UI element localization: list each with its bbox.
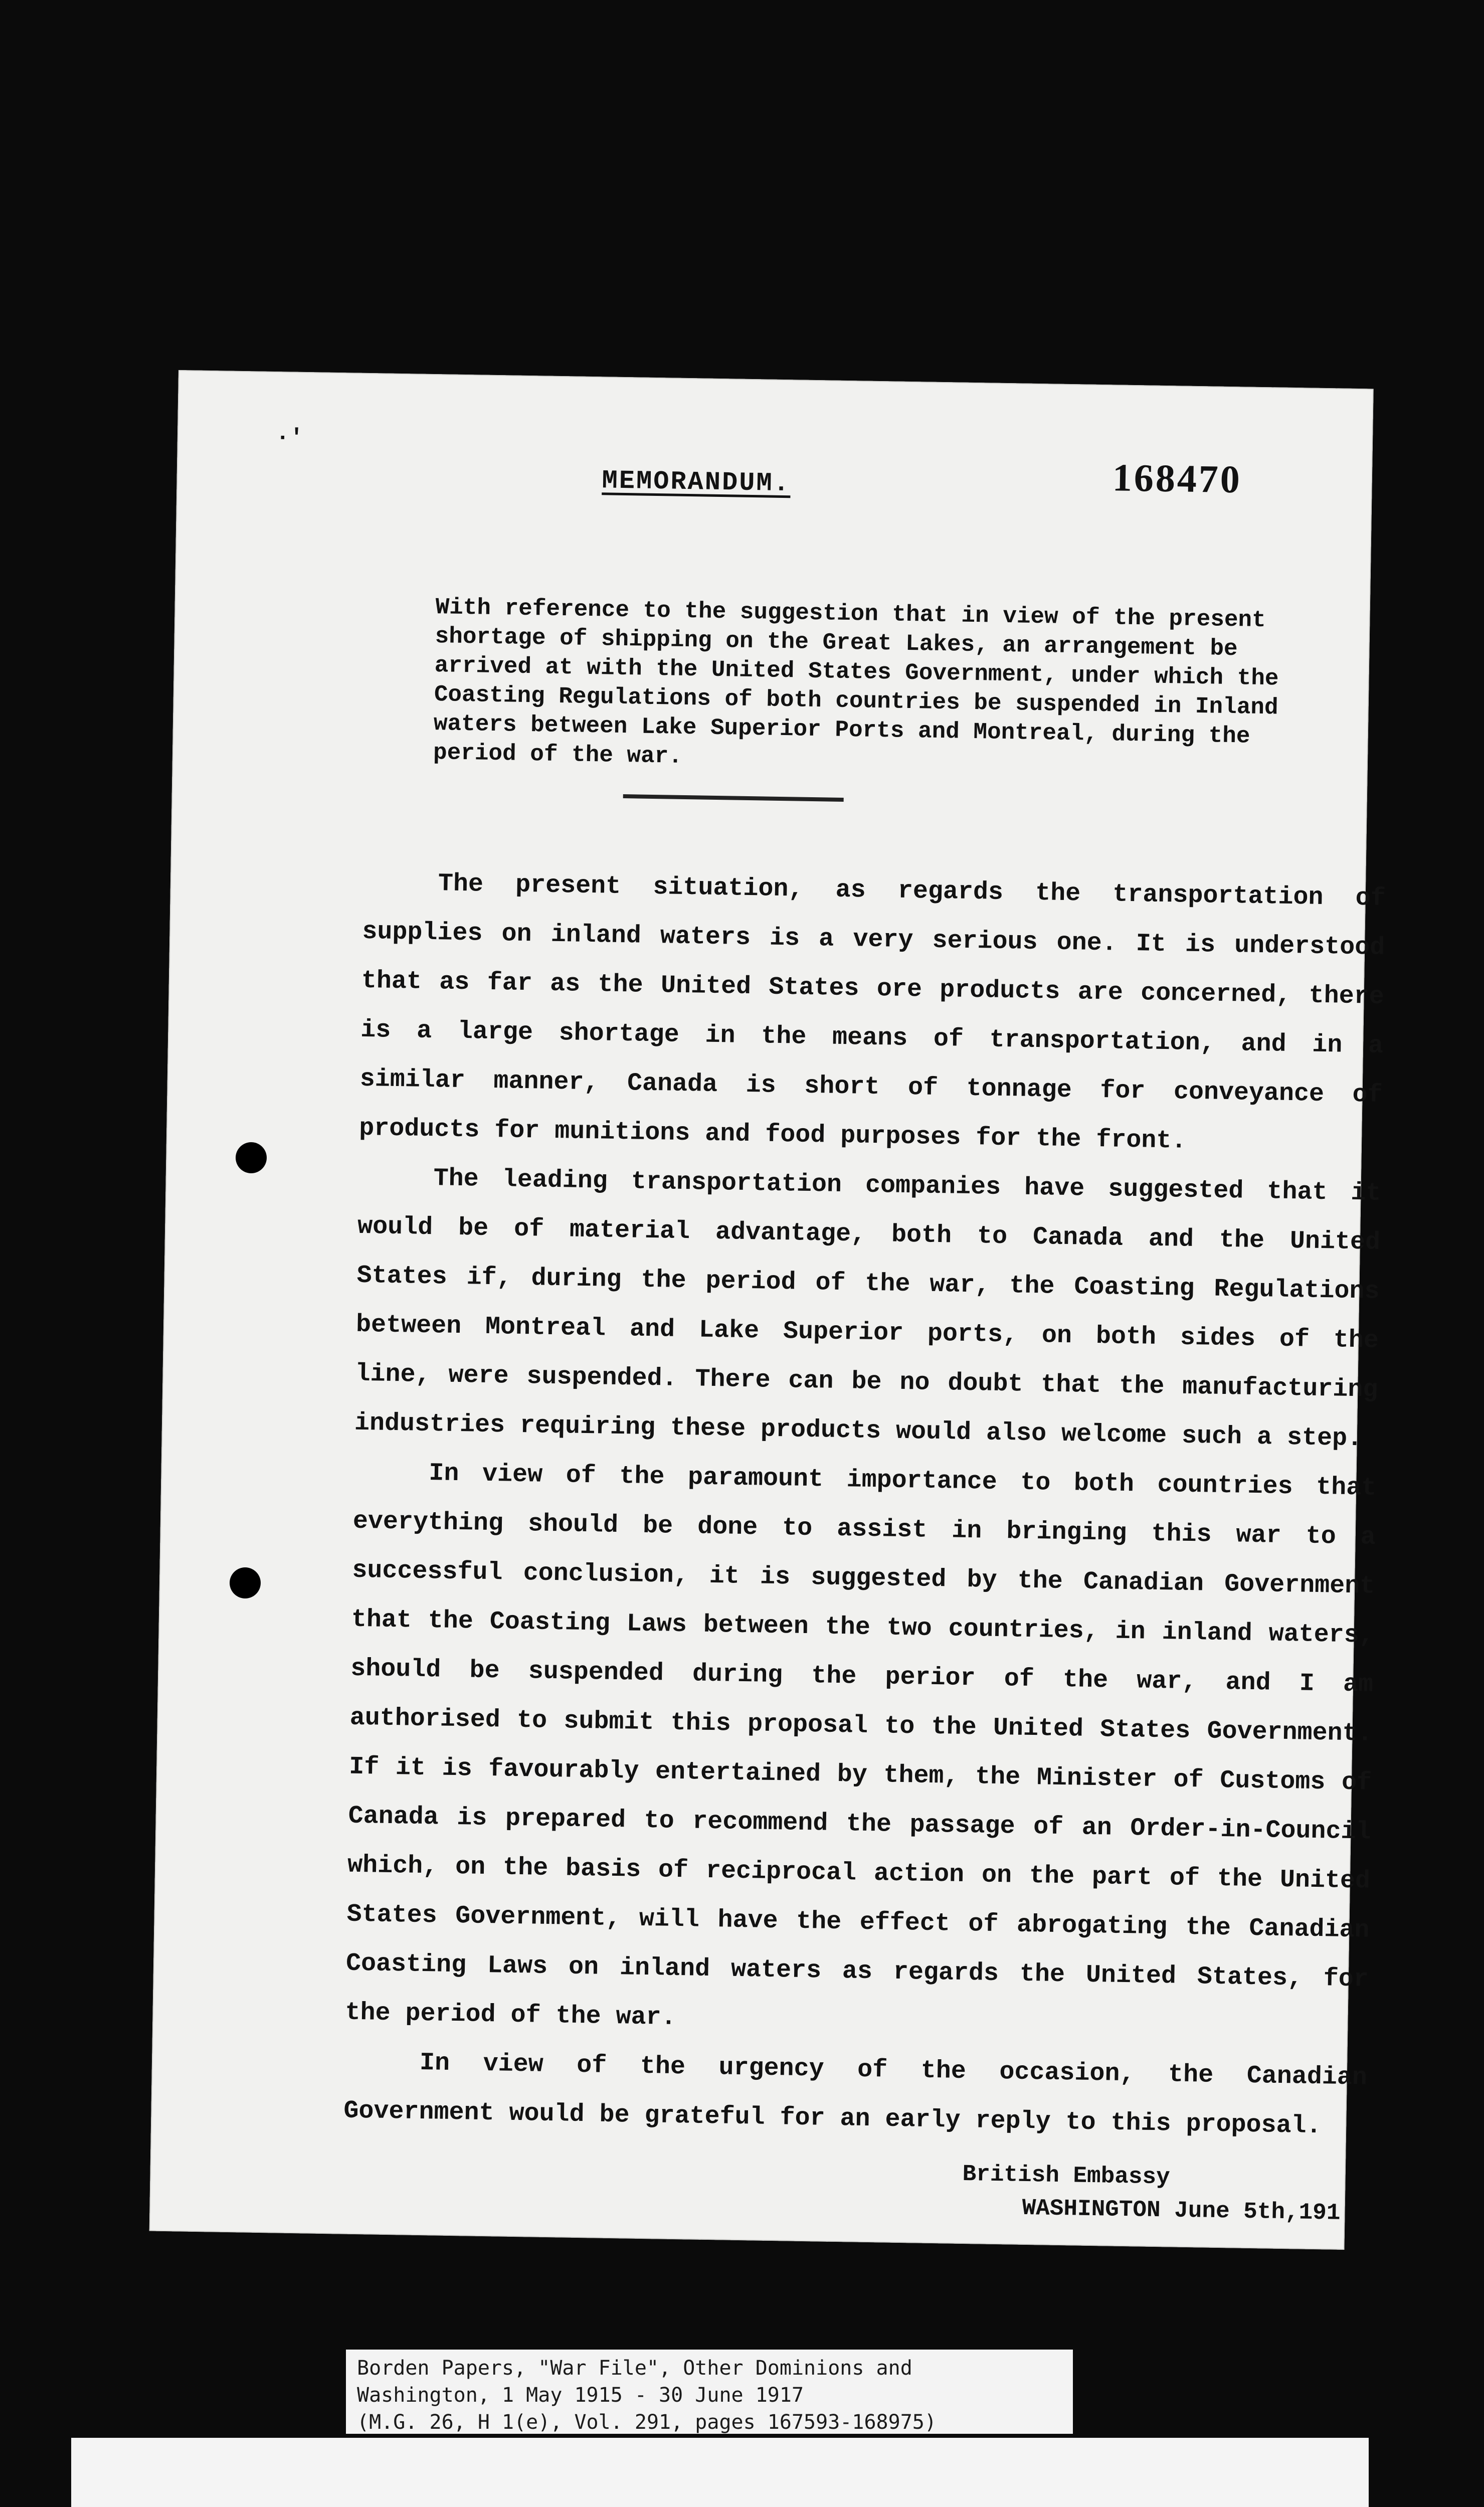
memo-title: MEMORANDUM.: [602, 466, 791, 499]
body-paragraph: The present situation, as regards the transportation of supplies on inland waters is a very serious one. It is understood that as far as the United States ore products are concerned, there is a large shortage in the means of transportation, and in a similar manner, Canada is short of tonnage for conveyance of products for munitions and food purposes for the front.: [358, 869, 1386, 1156]
archives-label: [71, 2438, 1369, 2507]
divider-rule: [623, 794, 844, 802]
body-paragraph: In view of the paramount importance to both countries that everything should be done to assist in bringing this war to a successful conclusion, it is suggested by the Canadian Government that the Coasting Laws between the two countries, in inland waters, should be suspended during the perior of the war, and I am authorised to submit this proposal to the United States Government. If it is favourably entertained by them, the Minister of Customs of Canada is prepared to recommend the passage of an Order-in-Council which, on the basis of reciprocal action on the part of the United States Government, will have the effect of abrogating the Canadian Coasting Laws on inland waters as regards the United States, for the period of the war.: [345, 1459, 1377, 2032]
memorandum-sheet: [149, 370, 1386, 2250]
citation-line: Washington, 1 May 1915 - 30 June 1917: [357, 2384, 804, 2407]
document-number: 168470: [1112, 455, 1242, 501]
binder-hole: [236, 1142, 267, 1173]
body-paragraph: In view of the urgency of the occasion, the Canadian Government would be grateful for an early reply to this proposal.: [343, 2048, 1368, 2141]
citation-label: [346, 2350, 1073, 2434]
memo-body: [343, 858, 1386, 2152]
citation-line: (M.G. 26, H 1(e), Vol. 291, pages 167593-168975): [357, 2411, 937, 2434]
memo-subject: With reference to the suggestion that in view of the present shortage of shipping on the Great Lakes, an arrangement be arrived at with the United States Government, under which the Coasting Regulations of both countries be suspended in Inland waters between Lake Superior Ports and Montreal, during the period of the war.: [433, 594, 1279, 770]
citation-line: Borden Papers, "War File", Other Dominions and: [357, 2357, 912, 2380]
corner-mark: ·': [275, 425, 304, 451]
body-paragraph: The leading transportation companies have suggested that it would be of material advantage, both to Canada and the United States if, during the period of the war, the Coasting Regulations between Montreal and Lake Superior ports, on both sides of the line, were suspended. There can be no doubt that the manufacturing industries requiring these products would also welcome such a step.: [354, 1164, 1381, 1454]
signature-block: [962, 2158, 1341, 2230]
binder-hole: [230, 1567, 261, 1598]
signature-place-date: WASHINGTON June 5th,191: [1022, 2195, 1341, 2226]
signature-embassy: British Embassy: [962, 2161, 1171, 2191]
